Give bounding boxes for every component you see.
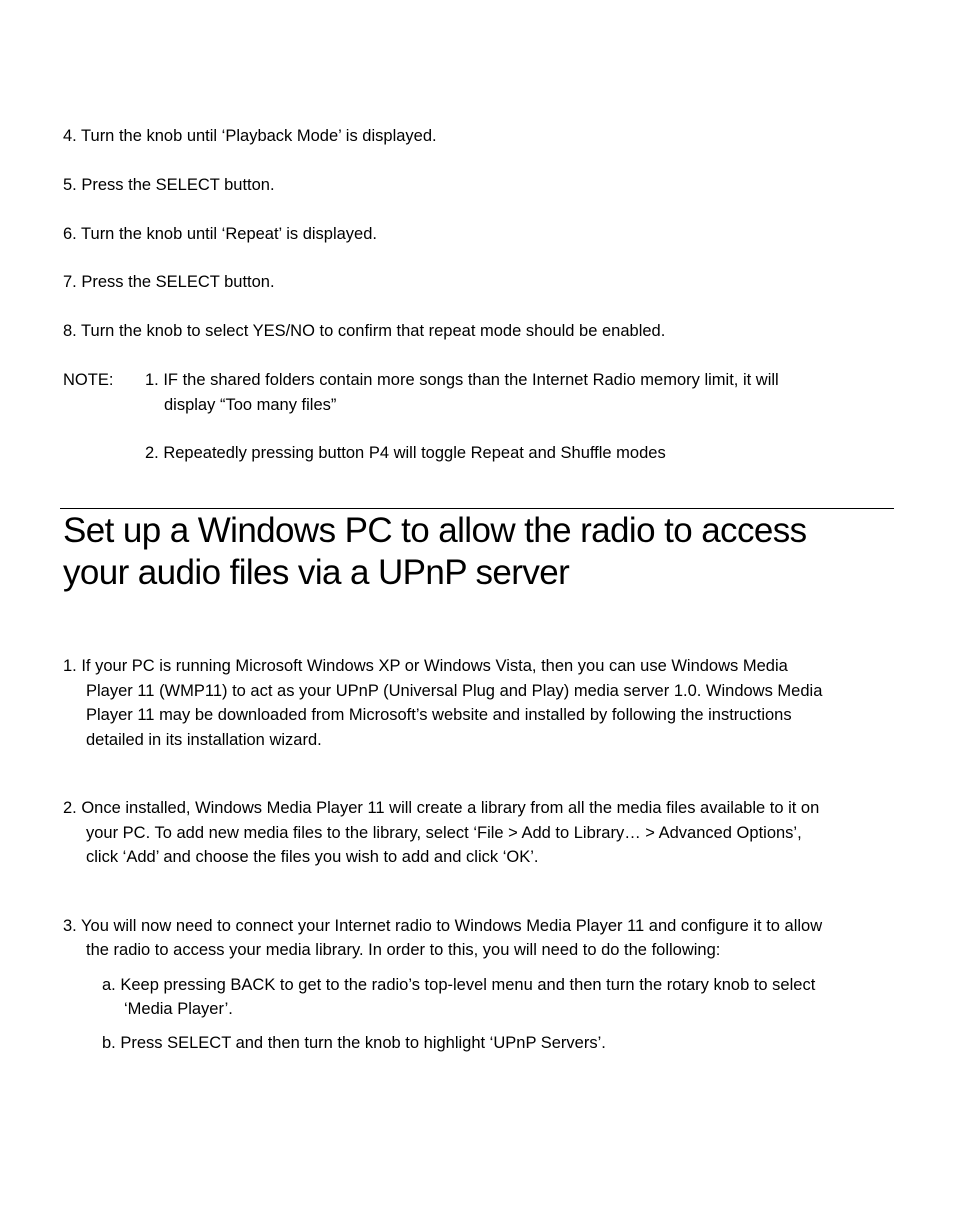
section-heading-line-2: your audio files via a UPnP server — [63, 553, 570, 592]
setup-step-1-line-1: 1. If your PC is running Microsoft Windows XP or Windows Vista, then you can use Windows Media — [63, 657, 788, 675]
setup-step-3-line-1: 3. You will now need to connect your Internet radio to Windows Media Player 11 and configure it to allow — [63, 917, 823, 935]
step-8: 8. Turn the knob to select YES/NO to confirm that repeat mode should be enabled. — [63, 322, 666, 340]
setup-step-2-line-1: 2. Once installed, Windows Media Player 11 will create a library from all the media files available to it on — [63, 799, 820, 817]
setup-step-3a-line-2: ‘Media Player’. — [124, 1000, 233, 1018]
note-item-1-line-2: display “Too many files” — [164, 396, 337, 414]
section-divider — [60, 508, 894, 509]
note-item-2: 2. Repeatedly pressing button P4 will toggle Repeat and Shuffle modes — [145, 444, 666, 462]
setup-step-2-line-2: your PC. To add new media files to the library, select ‘File > Add to Library… > Advanced Options’, — [86, 824, 802, 842]
section-heading-line-1: Set up a Windows PC to allow the radio to access — [63, 511, 807, 550]
step-5: 5. Press the SELECT button. — [63, 176, 275, 194]
setup-step-1-line-2: Player 11 (WMP11) to act as your UPnP (Universal Plug and Play) media server 1.0. Windows Media — [86, 682, 823, 700]
setup-step-3b: b. Press SELECT and then turn the knob to highlight ‘UPnP Servers’. — [102, 1034, 606, 1052]
note-item-1-line-1: 1. IF the shared folders contain more songs than the Internet Radio memory limit, it will — [145, 371, 779, 389]
step-6: 6. Turn the knob until ‘Repeat’ is displayed. — [63, 225, 377, 243]
setup-step-2-line-3: click ‘Add’ and choose the files you wish to add and click ‘OK’. — [86, 848, 539, 866]
note-label: NOTE: — [63, 371, 114, 389]
setup-step-3-line-2: the radio to access your media library. In order to this, you will need to do the following: — [86, 941, 721, 959]
setup-step-1-line-3: Player 11 may be downloaded from Microsoft’s website and installed by following the instructions — [86, 706, 792, 724]
setup-step-3a-line-1: a. Keep pressing BACK to get to the radio’s top-level menu and then turn the rotary knob to select — [102, 976, 816, 994]
setup-step-1-line-4: detailed in its installation wizard. — [86, 731, 322, 749]
step-4: 4. Turn the knob until ‘Playback Mode’ is displayed. — [63, 127, 437, 145]
step-7: 7. Press the SELECT button. — [63, 273, 275, 291]
